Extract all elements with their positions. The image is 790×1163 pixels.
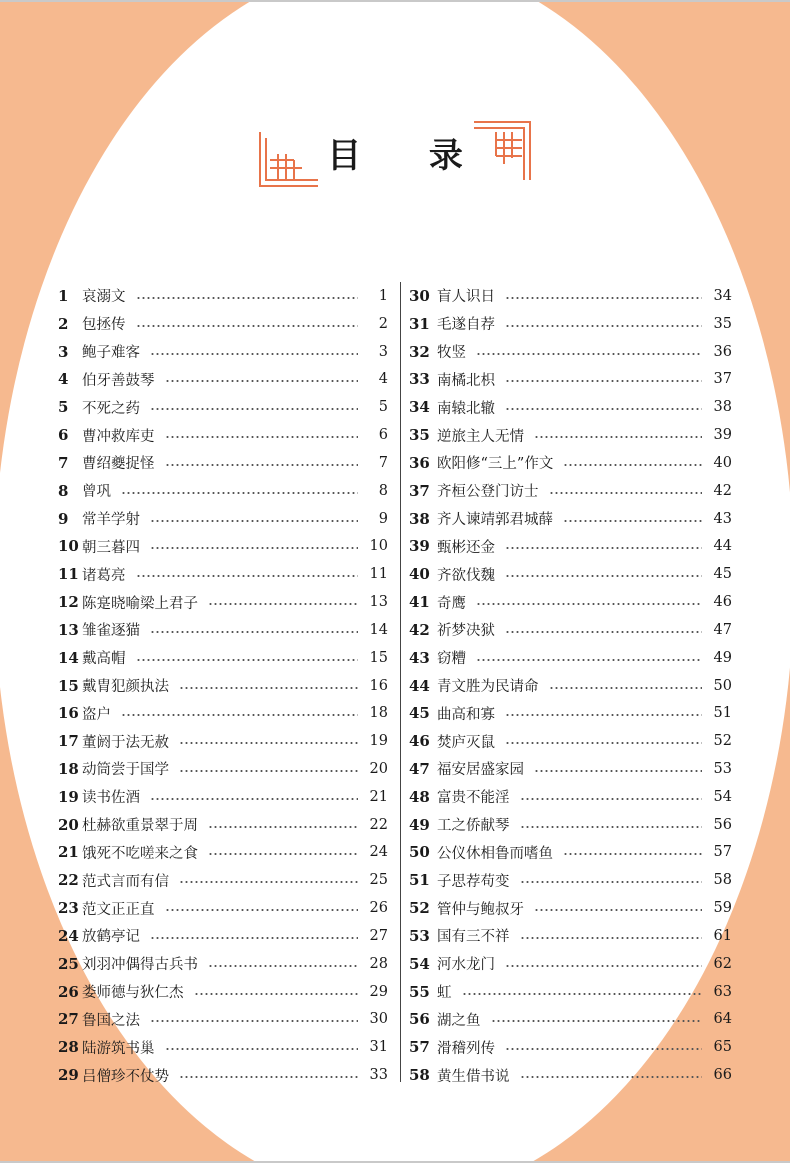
entry-number: 41	[409, 593, 430, 612]
entry-page-number: 63	[713, 983, 732, 1000]
entry-page-number: 7	[378, 454, 388, 471]
entry-number: 22	[58, 871, 79, 890]
entry-title: 欧阳修“三上”作文	[437, 456, 554, 473]
toc-entry[interactable]	[409, 811, 732, 839]
entry-number: 52	[409, 899, 430, 918]
dot-leader	[165, 379, 359, 383]
toc-entry[interactable]	[58, 727, 388, 755]
dot-leader	[179, 769, 358, 773]
entry-number: 11	[58, 565, 79, 584]
toc-entry[interactable]	[58, 421, 388, 449]
toc-entry[interactable]	[58, 616, 388, 644]
dot-leader	[179, 686, 358, 690]
entry-title: 毛遂自荐	[437, 317, 495, 334]
entry-title: 奇鹰	[437, 595, 466, 612]
entry-number: 44	[409, 676, 430, 695]
entry-title: 鲍子难客	[82, 345, 140, 362]
entry-title: 牧竖	[437, 345, 466, 362]
entry-title: 逆旅主人无情	[437, 428, 524, 445]
entry-page-number: 66	[713, 1067, 732, 1084]
dot-leader	[476, 352, 702, 356]
toc-entry[interactable]	[58, 922, 388, 950]
entry-page-number: 50	[713, 677, 732, 694]
dot-leader	[165, 435, 359, 439]
entry-number: 16	[58, 704, 79, 723]
toc-entry[interactable]	[58, 978, 388, 1006]
entry-number: 3	[58, 342, 69, 361]
toc-entry[interactable]	[58, 560, 388, 588]
entry-number: 2	[58, 314, 69, 333]
entry-number: 6	[58, 426, 69, 445]
dot-leader	[534, 435, 702, 439]
dot-leader	[150, 519, 358, 523]
entry-page-number: 29	[369, 983, 388, 1000]
entry-page-number: 14	[369, 621, 388, 638]
entry-page-number: 15	[369, 649, 388, 666]
dot-leader	[520, 1075, 703, 1079]
entry-number: 55	[409, 982, 430, 1001]
dot-leader	[208, 964, 358, 968]
dot-leader	[136, 324, 359, 328]
toc-entry[interactable]	[409, 950, 732, 978]
toc-entry[interactable]	[58, 1006, 388, 1034]
toc-entry[interactable]	[409, 532, 732, 560]
entry-page-number: 51	[713, 705, 732, 722]
entry-number: 8	[58, 481, 69, 500]
entry-title: 伯牙善鼓琴	[82, 372, 155, 389]
entry-number: 34	[409, 398, 430, 417]
dot-leader	[520, 797, 703, 801]
entry-title: 富贵不能淫	[437, 790, 510, 807]
entry-title: 杜赫欲重景翠于周	[82, 818, 198, 835]
entry-page-number: 56	[713, 816, 732, 833]
entry-number: 18	[58, 759, 79, 778]
entry-page-number: 46	[713, 594, 732, 611]
toc-entry[interactable]	[58, 1033, 388, 1061]
entry-number: 38	[409, 509, 430, 528]
entry-number: 58	[409, 1066, 430, 1085]
dot-leader	[505, 296, 702, 300]
toc-entry[interactable]	[409, 866, 732, 894]
toc-entry[interactable]	[58, 644, 388, 672]
entry-title: 戴高帽	[82, 651, 126, 668]
toc-entry[interactable]	[58, 866, 388, 894]
toc-entry[interactable]	[409, 393, 732, 421]
entry-title: 哀溺文	[82, 289, 126, 306]
toc-entry[interactable]	[409, 922, 732, 950]
entry-page-number: 33	[369, 1067, 388, 1084]
entry-number: 56	[409, 1010, 430, 1029]
page-title: 目 录	[327, 136, 491, 176]
toc-entry[interactable]	[409, 644, 732, 672]
entry-number: 20	[58, 815, 79, 834]
dot-leader	[150, 407, 358, 411]
entry-page-number: 21	[369, 788, 388, 805]
toc-entry[interactable]	[58, 811, 388, 839]
toc-entry[interactable]	[58, 505, 388, 533]
entry-title: 管仲与鲍叔牙	[437, 901, 524, 918]
entry-page-number: 1	[378, 287, 388, 304]
toc-entry[interactable]	[409, 421, 732, 449]
dot-leader	[165, 1047, 359, 1051]
toc-left-column	[58, 282, 388, 1089]
toc-entry[interactable]	[409, 672, 732, 700]
dot-leader	[563, 519, 702, 523]
dot-leader	[534, 769, 702, 773]
entry-title: 窃糟	[437, 651, 466, 668]
entry-title: 朝三暮四	[82, 539, 140, 556]
toc-entry[interactable]	[409, 783, 732, 811]
entry-number: 43	[409, 648, 430, 667]
entry-page-number: 37	[713, 371, 732, 388]
dot-leader	[462, 992, 703, 996]
toc-entry[interactable]	[409, 477, 732, 505]
entry-number: 46	[409, 732, 430, 751]
toc-entry[interactable]	[409, 727, 732, 755]
dot-leader	[549, 686, 703, 690]
toc-entry[interactable]	[58, 894, 388, 922]
entry-number: 51	[409, 871, 430, 890]
entry-page-number: 58	[713, 872, 732, 889]
toc-entry[interactable]	[58, 672, 388, 700]
entry-page-number: 62	[713, 955, 732, 972]
entry-page-number: 40	[713, 454, 732, 471]
dot-leader	[208, 852, 358, 856]
entry-page-number: 22	[369, 816, 388, 833]
entry-title: 范文正正直	[82, 901, 155, 918]
toc-entry[interactable]	[409, 505, 732, 533]
entry-page-number: 49	[713, 649, 732, 666]
toc-entry[interactable]	[409, 310, 732, 338]
entry-number: 30	[409, 286, 430, 305]
toc-entry[interactable]	[58, 365, 388, 393]
entry-title: 曲高和寡	[437, 706, 495, 723]
entry-page-number: 59	[713, 900, 732, 917]
dot-leader	[505, 574, 702, 578]
entry-title: 南辕北辙	[437, 400, 495, 417]
entry-title: 范式言而有信	[82, 873, 169, 890]
column-divider	[400, 282, 401, 1082]
dot-leader	[505, 741, 702, 745]
dot-leader	[505, 379, 702, 383]
entry-number: 50	[409, 843, 430, 862]
entry-page-number: 35	[713, 315, 732, 332]
entry-title: 齐人谏靖郭君城薛	[437, 512, 553, 529]
entry-title: 焚庐灭鼠	[437, 734, 495, 751]
entry-number: 47	[409, 759, 430, 778]
entry-number: 24	[58, 926, 79, 945]
toc-entry[interactable]	[409, 978, 732, 1006]
entry-number: 27	[58, 1010, 79, 1029]
toc-entry[interactable]	[58, 839, 388, 867]
dot-leader	[150, 1019, 358, 1023]
dot-leader	[179, 1075, 358, 1079]
entry-number: 48	[409, 787, 430, 806]
entry-number: 45	[409, 704, 430, 723]
entry-page-number: 27	[369, 927, 388, 944]
entry-page-number: 19	[369, 733, 388, 750]
entry-title: 福安居盛家园	[437, 762, 524, 779]
entry-title: 鲁国之法	[82, 1012, 140, 1029]
entry-page-number: 16	[369, 677, 388, 694]
entry-page-number: 30	[369, 1011, 388, 1028]
entry-page-number: 53	[713, 760, 732, 777]
dot-leader	[136, 574, 359, 578]
entry-page-number: 28	[369, 955, 388, 972]
dot-leader	[520, 825, 703, 829]
dot-leader	[136, 658, 359, 662]
entry-number: 25	[58, 954, 79, 973]
entry-title: 工之侨献琴	[437, 818, 510, 835]
toc-entry[interactable]	[409, 1006, 732, 1034]
toc-entry[interactable]	[409, 365, 732, 393]
toc-entry[interactable]	[409, 449, 732, 477]
entry-number: 1	[58, 286, 69, 305]
dot-leader	[505, 324, 702, 328]
entry-title: 祈梦决狱	[437, 623, 495, 640]
entry-title: 黄生借书说	[437, 1068, 510, 1085]
entry-page-number: 6	[378, 427, 388, 444]
entry-page-number: 13	[369, 594, 388, 611]
dot-leader	[121, 713, 358, 717]
entry-title: 子思荐苟变	[437, 873, 510, 890]
toc-entry[interactable]	[58, 310, 388, 338]
dot-leader	[208, 602, 358, 606]
toc-entry[interactable]	[58, 338, 388, 366]
entry-title: 虹	[437, 985, 452, 1002]
entry-title: 青文胜为民请命	[437, 679, 539, 695]
entry-title: 曹冲救库吏	[82, 428, 155, 445]
entry-page-number: 10	[369, 538, 388, 555]
entry-number: 37	[409, 481, 430, 500]
dot-leader	[208, 825, 358, 829]
dot-leader	[121, 491, 358, 495]
entry-title: 陆游筑书巢	[82, 1040, 155, 1057]
entry-number: 57	[409, 1038, 430, 1057]
toc-entry[interactable]	[58, 588, 388, 616]
toc-right-column	[409, 282, 732, 1089]
toc-entry[interactable]	[409, 338, 732, 366]
entry-number: 10	[58, 537, 79, 556]
entry-number: 21	[58, 843, 79, 862]
dot-leader	[505, 713, 702, 717]
entry-page-number: 52	[713, 733, 732, 750]
dot-leader	[549, 491, 703, 495]
entry-number: 14	[58, 648, 79, 667]
entry-number: 19	[58, 787, 79, 806]
toc-entry[interactable]	[58, 1061, 388, 1089]
entry-page-number: 5	[378, 399, 388, 416]
dot-leader	[194, 992, 359, 996]
entry-title: 娄师德与狄仁杰	[82, 985, 184, 1002]
entry-page-number: 65	[713, 1039, 732, 1056]
dot-leader	[179, 741, 358, 745]
entry-number: 7	[58, 453, 69, 472]
entry-title: 包拯传	[82, 317, 126, 334]
entry-page-number: 24	[369, 844, 388, 861]
entry-title: 刘羽冲偶得古兵书	[82, 957, 198, 974]
entry-number: 32	[409, 342, 430, 361]
entry-title: 雏雀逐猫	[82, 623, 140, 640]
dot-leader	[150, 546, 358, 550]
entry-title: 盗户	[82, 706, 111, 723]
entry-number: 33	[409, 370, 430, 389]
dot-leader	[505, 1047, 702, 1051]
entry-number: 5	[58, 398, 69, 417]
toc-entry[interactable]	[58, 783, 388, 811]
entry-page-number: 47	[713, 621, 732, 638]
entry-title: 南橘北枳	[437, 372, 495, 389]
entry-title: 曹绍夔捉怪	[82, 456, 155, 473]
entry-number: 54	[409, 954, 430, 973]
entry-page-number: 44	[713, 538, 732, 555]
entry-page-number: 31	[369, 1039, 388, 1056]
entry-number: 9	[58, 509, 69, 528]
entry-title: 常羊学射	[82, 512, 140, 529]
toc-entry[interactable]	[409, 1033, 732, 1061]
entry-page-number: 43	[713, 510, 732, 527]
dot-leader	[491, 1019, 703, 1023]
entry-page-number: 11	[369, 566, 388, 583]
entry-number: 40	[409, 565, 430, 584]
entry-page-number: 18	[369, 705, 388, 722]
toc-entry[interactable]	[409, 1061, 732, 1089]
toc-entry[interactable]	[409, 282, 732, 310]
entry-number: 35	[409, 426, 430, 445]
toc-entry[interactable]	[58, 393, 388, 421]
entry-title: 动筒尝于国学	[82, 762, 169, 779]
entry-title: 不死之药	[82, 400, 140, 417]
entry-number: 39	[409, 537, 430, 556]
entry-title: 放鹤亭记	[82, 929, 140, 946]
toc-entry[interactable]	[58, 282, 388, 310]
entry-title: 公仪休相鲁而嗜鱼	[437, 845, 553, 862]
entry-number: 12	[58, 593, 79, 612]
toc-entry[interactable]	[58, 477, 388, 505]
entry-page-number: 8	[378, 482, 388, 499]
toc-entry[interactable]	[409, 560, 732, 588]
entry-title: 甄彬还金	[437, 539, 495, 556]
dot-leader	[520, 936, 703, 940]
entry-page-number: 34	[713, 287, 732, 304]
entry-page-number: 39	[713, 427, 732, 444]
toc-entry[interactable]	[58, 532, 388, 560]
dot-leader	[150, 352, 358, 356]
entry-title: 曾巩	[82, 484, 111, 501]
entry-page-number: 38	[713, 399, 732, 416]
entry-title: 读书佐酒	[82, 790, 140, 807]
entry-title: 盲人识日	[437, 289, 495, 306]
entry-number: 28	[58, 1038, 79, 1057]
dot-leader	[165, 908, 359, 912]
entry-title: 董阏于法无赦	[82, 734, 169, 751]
toc-entry[interactable]	[58, 449, 388, 477]
entry-number: 17	[58, 732, 79, 751]
toc-entry[interactable]	[58, 755, 388, 783]
entry-number: 29	[58, 1066, 79, 1085]
entry-page-number: 45	[713, 566, 732, 583]
entry-page-number: 61	[713, 927, 732, 944]
dot-leader	[150, 936, 358, 940]
entry-title: 戴胄犯颜执法	[82, 679, 169, 695]
toc-entry[interactable]	[58, 950, 388, 978]
toc-entry[interactable]	[409, 755, 732, 783]
entry-title: 饿死不吃嗟来之食	[82, 845, 198, 862]
entry-page-number: 36	[713, 343, 732, 360]
entry-number: 31	[409, 314, 430, 333]
dot-leader	[165, 463, 359, 467]
toc-entry[interactable]	[409, 616, 732, 644]
entry-title: 滑稽列传	[437, 1040, 495, 1057]
entry-title: 齐欲伐魏	[437, 567, 495, 584]
entry-page-number: 25	[369, 872, 388, 889]
entry-number: 23	[58, 899, 79, 918]
dot-leader	[476, 658, 702, 662]
entry-page-number: 26	[369, 900, 388, 917]
entry-number: 13	[58, 620, 79, 639]
entry-number: 26	[58, 982, 79, 1001]
dot-leader	[505, 964, 702, 968]
entry-page-number: 4	[378, 371, 388, 388]
dot-leader	[150, 630, 358, 634]
dot-leader	[150, 797, 358, 801]
entry-page-number: 20	[369, 760, 388, 777]
entry-page-number: 57	[713, 844, 732, 861]
entry-page-number: 54	[713, 788, 732, 805]
dot-leader	[179, 880, 358, 884]
entry-number: 4	[58, 370, 69, 389]
dot-leader	[476, 602, 702, 606]
entry-number: 15	[58, 676, 79, 695]
page-border-top	[0, 0, 790, 2]
toc-entry[interactable]	[409, 839, 732, 867]
entry-page-number: 2	[378, 315, 388, 332]
entry-page-number: 9	[378, 510, 388, 527]
dot-leader	[563, 463, 702, 467]
entry-number: 49	[409, 815, 430, 834]
dot-leader	[505, 407, 702, 411]
entry-page-number: 42	[713, 482, 732, 499]
dot-leader	[563, 852, 702, 856]
entry-page-number: 3	[378, 343, 388, 360]
entry-title: 吕僧珍不仗势	[82, 1068, 169, 1085]
dot-leader	[520, 880, 703, 884]
dot-leader	[505, 630, 702, 634]
dot-leader	[136, 296, 359, 300]
dot-leader	[534, 908, 702, 912]
entry-title: 诸葛亮	[82, 567, 126, 584]
entry-page-number: 64	[713, 1011, 732, 1028]
entry-title: 国有三不祥	[437, 929, 510, 946]
entry-number: 36	[409, 453, 430, 472]
toc-entry[interactable]	[58, 699, 388, 727]
entry-number: 53	[409, 926, 430, 945]
entry-title: 陈寔晓喻梁上君子	[82, 595, 198, 612]
toc-entry[interactable]	[409, 894, 732, 922]
entry-number: 42	[409, 620, 430, 639]
dot-leader	[505, 546, 702, 550]
toc-entry[interactable]	[409, 699, 732, 727]
toc-entry[interactable]	[409, 588, 732, 616]
entry-title: 湖之鱼	[437, 1012, 481, 1029]
entry-title: 齐桓公登门访士	[437, 484, 539, 501]
entry-title: 河水龙门	[437, 957, 495, 974]
